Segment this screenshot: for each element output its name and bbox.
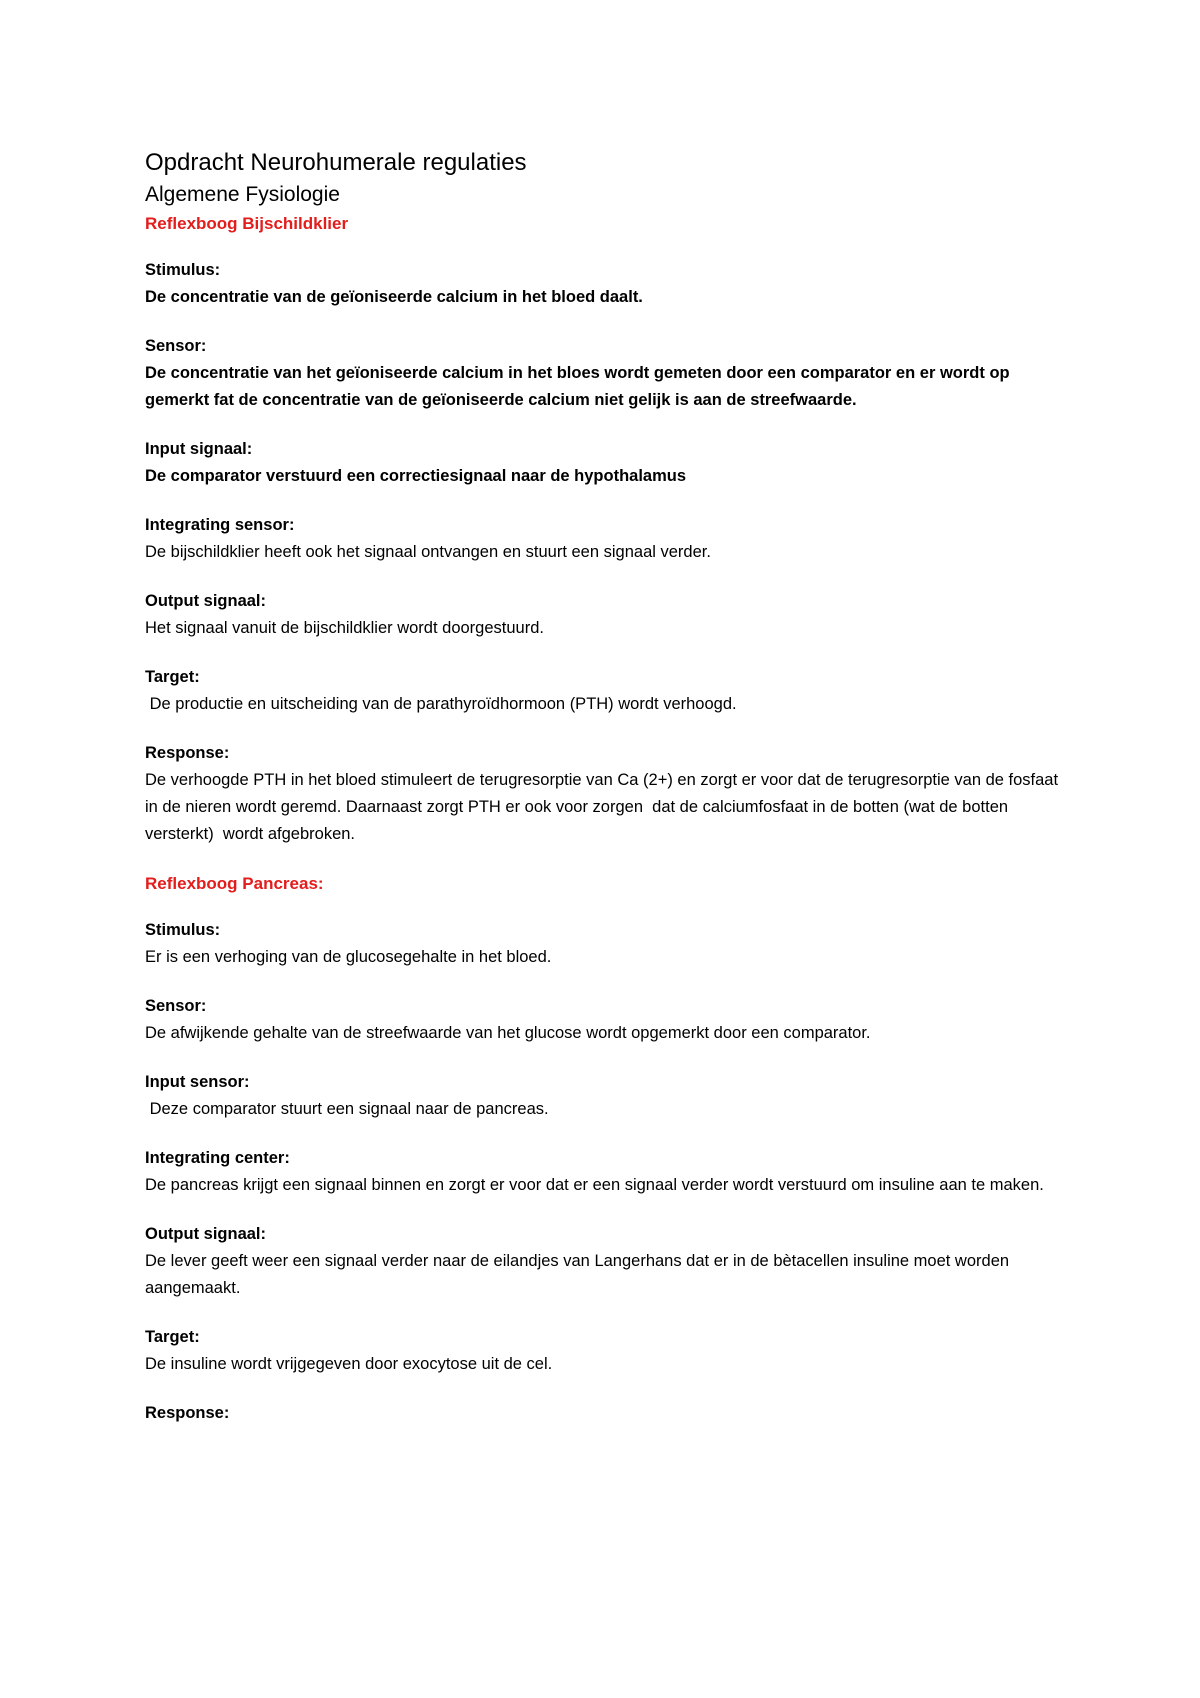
item-integrating-sensor bbox=[145, 512, 1075, 566]
item-text: De concentratie van de geïoniseerde calcium in het bloed daalt. bbox=[145, 288, 643, 306]
item-label: Stimulus: bbox=[145, 921, 221, 939]
section-heading: Reflexboog Bijschildklier bbox=[145, 214, 349, 233]
item-output-signaal bbox=[145, 588, 1075, 642]
item-input-signaal bbox=[145, 436, 1075, 490]
item-label: Output signaal: bbox=[145, 1225, 266, 1243]
item-text: Het signaal vanuit de bijschildklier wordt doorgestuurd. bbox=[145, 619, 544, 637]
item-sensor bbox=[145, 993, 1075, 1047]
item-label: Target: bbox=[145, 1328, 200, 1346]
item-label: Response: bbox=[145, 1404, 230, 1422]
item-response bbox=[145, 1400, 1075, 1427]
item-text: De concentratie van het geïoniseerde calcium in het bloes wordt gemeten door een comparator en er wordt op gemerkt fat de concentratie van de geïoniseerde calcium niet gelijk is aan de streefwaarde. bbox=[145, 364, 1010, 409]
item-input-sensor bbox=[145, 1069, 1075, 1123]
item-integrating-center bbox=[145, 1145, 1075, 1199]
document-title: Opdracht Neurohumerale regulaties bbox=[145, 149, 527, 176]
item-label: Output signaal: bbox=[145, 592, 266, 610]
item-output-signaal bbox=[145, 1221, 1075, 1302]
item-text: De verhoogde PTH in het bloed stimuleert de terugresorptie van Ca (2+) en zorgt er voor dat de terugresorptie van de fosfaat in de nieren wordt geremd. Daarnaast zorgt PTH er ook voor zorgen dat de calciumfosfaat in de botten (wat de botten versterkt) wordt afgebroken. bbox=[145, 771, 1063, 843]
item-text: Deze comparator stuurt een signaal naar de pancreas. bbox=[145, 1100, 549, 1118]
section-bijschildklier bbox=[145, 210, 1075, 848]
item-stimulus bbox=[145, 257, 1075, 311]
item-label: Integrating sensor: bbox=[145, 516, 295, 534]
item-label: Stimulus: bbox=[145, 261, 221, 279]
item-label: Integrating center: bbox=[145, 1149, 290, 1167]
item-text: De bijschildklier heeft ook het signaal ontvangen en stuurt een signaal verder. bbox=[145, 543, 711, 561]
item-response bbox=[145, 740, 1075, 848]
item-text: De comparator verstuurd een correctiesignaal naar de hypothalamus bbox=[145, 467, 687, 485]
item-label: Input signaal: bbox=[145, 440, 253, 458]
item-label: Target: bbox=[145, 668, 200, 686]
document-body bbox=[145, 148, 1075, 1427]
section-pancreas bbox=[145, 870, 1075, 1427]
item-text: De insuline wordt vrijgegeven door exocytose uit de cel. bbox=[145, 1355, 553, 1373]
item-stimulus bbox=[145, 917, 1075, 971]
item-label: Response: bbox=[145, 744, 230, 762]
item-target bbox=[145, 1324, 1075, 1378]
item-target bbox=[145, 664, 1075, 718]
item-label: Sensor: bbox=[145, 337, 207, 355]
item-text: De lever geeft weer een signaal verder naar de eilandjes van Langerhans dat er in de bètacellen insuline moet worden aangemaakt. bbox=[145, 1252, 1010, 1297]
item-text: Er is een verhoging van de glucosegehalte in het bloed. bbox=[145, 948, 552, 966]
section-heading: Reflexboog Pancreas: bbox=[145, 874, 324, 893]
item-label: Sensor: bbox=[145, 997, 207, 1015]
item-sensor bbox=[145, 333, 1075, 414]
item-text: De afwijkende gehalte van de streefwaarde van het glucose wordt opgemerkt door een comparator. bbox=[145, 1024, 871, 1042]
item-label: Input sensor: bbox=[145, 1073, 250, 1091]
item-text: De productie en uitscheiding van de parathyroïdhormoon (PTH) wordt verhoogd. bbox=[145, 695, 737, 713]
item-text: De pancreas krijgt een signaal binnen en zorgt er voor dat er een signaal verder wordt verstuurd om insuline aan te maken. bbox=[145, 1176, 1044, 1194]
document-subtitle: Algemene Fysiologie bbox=[145, 183, 340, 206]
